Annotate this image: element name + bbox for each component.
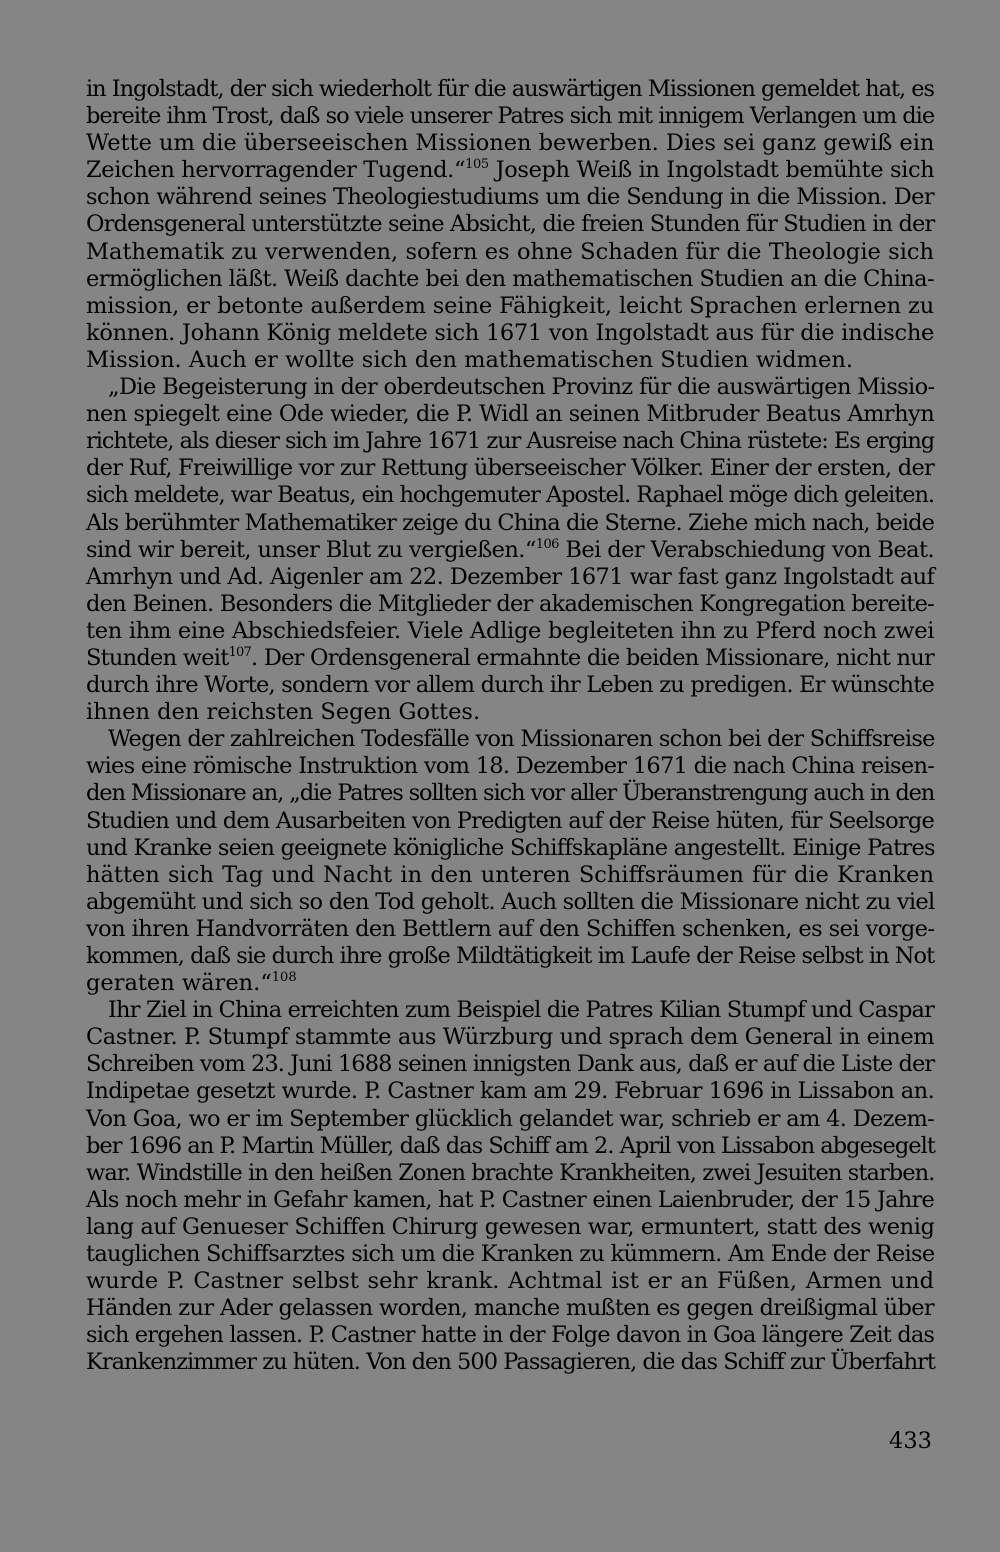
text-segment: Wette um die überseeischen Missionen bewerben. Dies sei ganz gewiß ein [86, 130, 935, 157]
text-line [86, 401, 934, 428]
text-segment: sich ergehen lassen. P. Castner hatte in der Folge davon in Goa längere Zeit das [86, 1322, 935, 1349]
text-line [86, 537, 934, 564]
text-segment: Zeichen hervorragender Tugend.“ [86, 157, 466, 184]
text-segment: Ordensgeneral unterstützte seine Absicht, die freien Stunden für Studien in der [86, 211, 935, 238]
text-line [86, 76, 934, 103]
text-segment: Mathematik zu verwenden, sofern es ohne Schaden für die Theologie sich [86, 238, 934, 265]
text-line [86, 943, 934, 970]
text-segment: Bei der Verabschiedung von Beat. [558, 536, 935, 563]
text-line [86, 184, 934, 211]
text-segment: bereite ihm Trost, daß so viele unserer Patres sich mit innigem Verlangen um die [86, 103, 935, 130]
text-segment: . Der Ordensgeneral ermahnte die beiden Missionare, nicht nur [251, 644, 934, 671]
text-segment: Als berühmter Mathematiker zeige du China die Sterne. Ziehe mich nach, beide [86, 509, 935, 536]
text-segment: Händen zur Ader gelassen worden, manche mußten es gegen dreißigmal über [86, 1295, 934, 1322]
text-segment: Wegen der zahlreichen Todesfälle von Missionaren schon bei der Schiffsreise [108, 726, 935, 753]
text-line [86, 103, 934, 130]
text-line [86, 1241, 934, 1268]
text-segment: sind wir bereit, unser Blut zu vergießen.“ [86, 536, 536, 563]
text-segment: der Ruf, Freiwillige vor zur Rettung überseeischer Völker. Einer der ersten, der [86, 455, 934, 482]
text-line [86, 130, 934, 157]
text-line [86, 835, 934, 862]
text-line [86, 889, 934, 916]
text-line [86, 455, 934, 482]
text-segment: können. Johann König meldete sich 1671 von Ingolstadt aus für die indische [86, 319, 935, 346]
text-segment: den Missionare an, „die Patres sollten sich vor aller Überanstrengung auch in den [86, 780, 935, 807]
text-line [86, 672, 934, 699]
text-segment: Joseph Weiß in Ingolstadt bemühte sich [488, 157, 935, 184]
text-segment: schon während seines Theologiestudiums um die Sendung in die Mission. Der [86, 184, 934, 211]
text-segment: Krankenzimmer zu hüten. Von den 500 Passagieren, die das Schiff zur Überfahrt [86, 1349, 935, 1376]
text-line [86, 1295, 934, 1322]
text-segment: ermöglichen läßt. Weiß dachte bei den mathematischen Studien an die China- [86, 265, 934, 292]
text-line [86, 157, 934, 184]
text-line [86, 808, 934, 835]
text-segment: Als noch mehr in Gefahr kamen, hat P. Castner einen Laienbruder, der 15 Jahre [86, 1186, 934, 1213]
text-line [86, 1160, 934, 1187]
text-segment: Schreiben vom 23. Juni 1688 seinen innigsten Dank aus, daß er auf die Liste der [86, 1051, 935, 1078]
text-line [86, 970, 934, 997]
footnote-reference: 105 [465, 157, 489, 173]
text-segment: richtete, als dieser sich im Jahre 1671 zur Ausreise nach China rüstete: Es erging [86, 428, 935, 455]
text-line [86, 1214, 934, 1241]
footnote-reference: 108 [271, 970, 297, 986]
text-segment: lang auf Genueser Schiffen Chirurg gewesen war, ermuntert, statt des wenig [86, 1213, 935, 1240]
text-segment: den Beinen. Besonders die Mitglieder der akademischen Kongregation bereite- [86, 590, 934, 617]
text-line [86, 347, 934, 374]
text-line [86, 862, 934, 889]
text-segment: sich meldete, war Beatus, ein hochgemuter Apostel. Raphael möge dich geleiten. [86, 482, 935, 509]
text-line [86, 374, 934, 401]
text-line [86, 1349, 934, 1376]
text-segment: nen spiegelt eine Ode wieder, die P. Widl an seinen Mitbruder Beatus Amrhyn [86, 401, 935, 428]
text-segment: Amrhyn und Ad. Aigenler am 22. Dezember 1671 war fast ganz Ingolstadt auf [86, 563, 935, 590]
text-line [86, 726, 934, 753]
footnote-reference: 107 [228, 644, 252, 660]
text-line [86, 1106, 934, 1133]
footnote-reference: 106 [535, 536, 559, 552]
text-line [86, 510, 934, 537]
text-segment: wurde P. Castner selbst sehr krank. Achtmal ist er an Füßen, Armen und [86, 1268, 934, 1295]
text-segment: abgemüht und sich so den Tod geholt. Auch sollten die Missionare nicht zu viel [86, 888, 935, 915]
text-segment: und Kranke seien geeignete königliche Schiffskapläne angestellt. Einige Patres [86, 834, 935, 861]
text-segment: ten ihm eine Abschiedsfeier. Viele Adlige begleiteten ihn zu Pferd noch zwei [86, 617, 935, 644]
text-line [86, 320, 934, 347]
text-segment: Ihr Ziel in China erreichten zum Beispiel die Patres Kilian Stumpf und Caspar [108, 997, 935, 1024]
text-segment: tauglichen Schiffsarztes sich um die Kranken zu kümmern. Am Ende der Reise [86, 1241, 935, 1268]
text-line [86, 780, 934, 807]
text-segment: ber 1696 an P. Martin Müller, daß das Schiff am 2. April von Lissabon abgesegelt [86, 1132, 935, 1159]
text-line [86, 1187, 934, 1214]
text-line [86, 645, 934, 672]
text-segment: ihnen den reichsten Segen Gottes. [86, 699, 481, 726]
text-segment: Mission. Auch er wollte sich den mathematischen Studien widmen. [86, 346, 853, 373]
text-line [86, 591, 934, 618]
text-segment: war. Windstille in den heißen Zonen brachte Krankheiten, zwei Jesuiten starben. [86, 1159, 935, 1186]
text-line [86, 239, 934, 266]
text-segment: mission, er betonte außerdem seine Fähigkeit, leicht Sprachen erlernen zu [86, 292, 935, 319]
page-number: 433 [889, 1428, 932, 1454]
text-line [86, 266, 934, 293]
text-line [86, 211, 934, 238]
text-segment: Castner. P. Stumpf stammte aus Würzburg und sprach dem General in einem [86, 1024, 935, 1051]
text-line [86, 293, 934, 320]
text-segment: von ihren Handvorräten den Bettlern auf den Schiffen schenken, es sei vorge- [86, 915, 935, 942]
text-line [86, 618, 934, 645]
text-line [86, 482, 934, 509]
text-line [86, 699, 934, 726]
text-line [86, 916, 934, 943]
text-line [86, 1133, 934, 1160]
text-segment: Stunden weit [86, 644, 229, 671]
text-segment: Studien und dem Ausarbeiten von Predigten auf der Reise hüten, für Seelsorge [86, 807, 934, 834]
text-line [86, 1078, 934, 1105]
text-segment: Von Goa, wo er im September glücklich gelandet war, schrieb er am 4. Dezem- [86, 1105, 934, 1132]
text-line [86, 753, 934, 780]
text-line [86, 1024, 934, 1051]
text-segment: durch ihre Worte, sondern vor allem durch ihr Leben zu predigen. Er wünschte [86, 672, 934, 699]
text-segment: wies eine römische Instruktion vom 18. Dezember 1671 die nach China reisen- [86, 753, 935, 780]
text-line [86, 428, 934, 455]
text-segment: kommen, daß sie durch ihre große Mildtätigkeit im Laufe der Reise selbst in Not [86, 943, 935, 969]
text-line [86, 1051, 934, 1078]
text-segment: „Die Begeisterung in der oberdeutschen Provinz für die auswärtigen Missio- [108, 374, 935, 401]
text-segment: hätten sich Tag und Nacht in den unteren Schiffsräumen für die Kranken [86, 861, 934, 888]
text-segment: Indipetae gesetzt wurde. P. Castner kam am 29. Februar 1696 in Lissabon an. [86, 1078, 935, 1105]
text-line [86, 564, 934, 591]
text-line [86, 997, 934, 1024]
text-line [86, 1268, 934, 1295]
text-line [86, 1322, 934, 1349]
text-segment: geraten wären.“ [86, 970, 272, 997]
body-text [86, 76, 934, 1377]
text-segment: in Ingolstadt, der sich wiederholt für die auswärtigen Missionen gemeldet hat, es [86, 76, 934, 102]
